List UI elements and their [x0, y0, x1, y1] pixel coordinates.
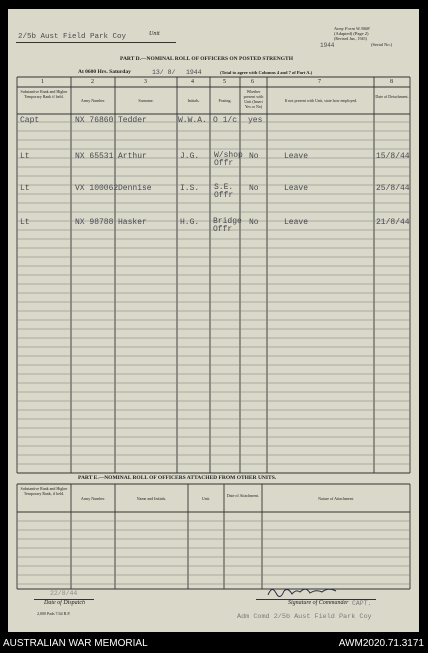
row-present: yes [248, 116, 263, 125]
unit-label: Unit [149, 31, 160, 37]
part-e-title: PART E.—NOMINAL ROLL OF OFFICERS ATTACHED FROM OTHER UNITS. [78, 475, 277, 481]
part-e-header-name: Name and Initials. [136, 496, 167, 501]
part-d-title: PART D.—NOMINAL ROLL OF OFFICERS ON POSTED STRENGTH [120, 56, 293, 62]
row-surname: Dennise [118, 184, 152, 193]
row-surname: Hasker [118, 218, 147, 227]
part-e-header-rank: Substantive Rank and Higher Temporary Rank, if held. [20, 486, 68, 496]
row-army-number: NX 65531 [75, 152, 114, 161]
row-present: No [249, 152, 259, 161]
part-d-year: 1944 [186, 69, 202, 76]
serial-label: (Serial No.) [371, 42, 393, 47]
row-rank: Capt [20, 116, 40, 125]
col-header-surname: Surname. [138, 98, 154, 103]
row-initials: W.W.A. [178, 116, 207, 125]
col-header-date: Date of Detachment. [375, 94, 409, 99]
row-army-number: NX 76860 [75, 116, 114, 125]
row-posting: W/shop Offr [214, 151, 243, 168]
unit-typed: 2/5b Aust Field Park Coy [18, 33, 127, 41]
command-typed: Adm Comd 2/5b Aust Field Park Coy [237, 613, 372, 621]
rank-typed: CAPT. [352, 600, 372, 607]
part-e-header-army-number: Army Number. [80, 496, 106, 501]
part-e-grid [8, 9, 419, 632]
row-employment: Leave [284, 152, 309, 161]
part-e-header-date: Date of Attachment. [226, 493, 260, 498]
row-rank: Lt [20, 218, 30, 227]
col-header-rank: Substantive Rank and Higher Temporary Rank if held. [20, 89, 68, 99]
col-header-initials: Initials. [187, 98, 200, 103]
row-army-number: NX 98788 [75, 218, 114, 227]
document-sheet [8, 9, 419, 632]
row-army-number: VX 100062 [75, 184, 119, 193]
col-header-army-number: Army Number. [80, 98, 106, 103]
form-ref-1: Army Form W.3008 [334, 26, 370, 31]
col-header-employment: If not present with Unit, state how employed. [284, 98, 358, 103]
printer-note: 2,000 Pads 7/44 R.P. [37, 611, 71, 616]
row-posting: Bridge Offr [213, 217, 242, 234]
part-e-header-unit: Unit. [201, 496, 211, 501]
row-employment: Leave [284, 218, 309, 227]
row-posting: S.E. Offr [214, 183, 234, 200]
row-date: 21/8/44 [376, 218, 410, 227]
row-date: 15/8/44 [376, 152, 410, 161]
row-initials: I.S. [180, 184, 200, 193]
row-rank: Lt [20, 184, 30, 193]
row-surname: Arthur [118, 152, 147, 161]
col-number-6: 6 [251, 79, 254, 85]
row-employment: Leave [284, 184, 309, 193]
footer-archive-id: AWM2020.71.3171 [338, 638, 424, 649]
col-number-8: 8 [390, 79, 393, 85]
date-of-dispatch-label: Date of Dispatch [44, 600, 85, 606]
row-initials: J.G. [180, 152, 200, 161]
date-year: 1944 [320, 42, 335, 49]
footer-archive-name: AUSTRALIAN WAR MEMORIAL [3, 638, 148, 649]
row-posting: O 1/c [213, 116, 238, 125]
row-surname: Tedder [118, 116, 147, 125]
signature-label: Signature of Commander [288, 600, 349, 606]
row-present: No [249, 184, 259, 193]
part-e-header-nature: Nature of Attachment. [318, 496, 354, 501]
col-number-7: 7 [318, 79, 321, 85]
part-d-date-typed: 13/ 8/ [152, 69, 176, 76]
row-initials: H.G. [180, 218, 200, 227]
row-present: No [249, 218, 259, 227]
row-date: 25/8/44 [376, 184, 410, 193]
form-ref-2: (Adapted) (Page 2) [334, 31, 369, 36]
col-number-5: 5 [223, 79, 226, 85]
row-rank: Lt [20, 152, 30, 161]
col-number-1: 1 [41, 79, 44, 85]
col-header-posting: Posting. [218, 98, 232, 103]
form-ref-3: (Revised Jan., 1945) [334, 36, 367, 41]
col-header-present: Whether present with Unit (Insert Yes or No) [243, 89, 264, 109]
part-d-agree-text: (Total to agree with Columns 4 and 7 of Part A.) [220, 70, 313, 75]
archive-footer [0, 635, 428, 653]
part-d-at-text: At 0600 Hrs. Saturday [78, 69, 131, 75]
col-number-4: 4 [191, 79, 194, 85]
commander-signature [266, 583, 346, 599]
col-number-2: 2 [91, 79, 94, 85]
col-number-3: 3 [144, 79, 147, 85]
dispatch-date-typed: 22/8/44 [50, 590, 78, 597]
